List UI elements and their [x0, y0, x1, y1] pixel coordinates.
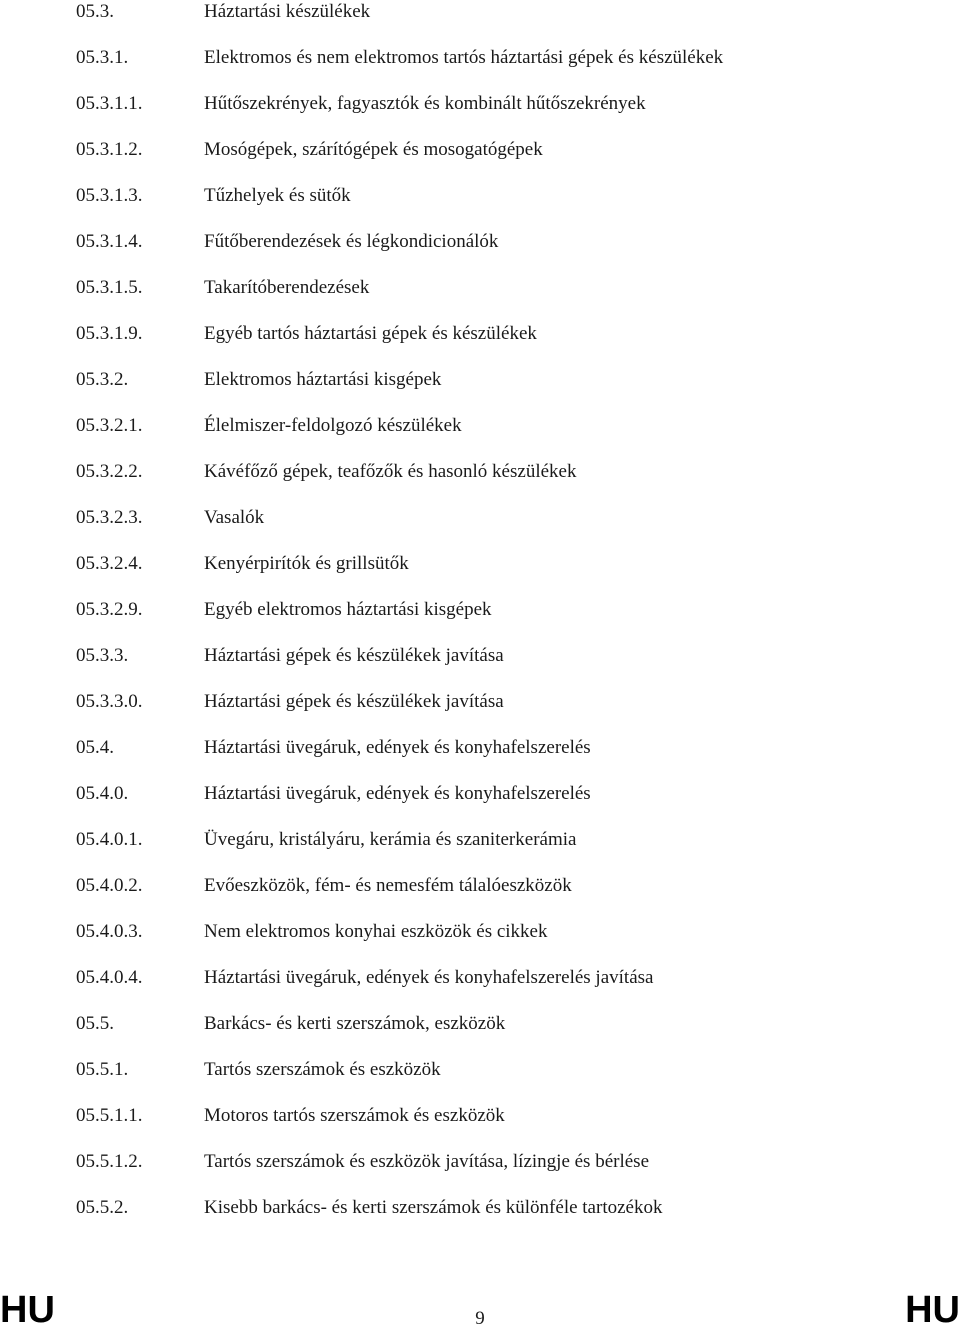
list-item [0, 595, 960, 625]
list-item [0, 457, 960, 487]
entry-label: Takarítóberendezések [204, 277, 370, 298]
entry-label: Nem elektromos konyhai eszközök és cikkek [204, 921, 548, 942]
entry-code: 05.3. [76, 1, 114, 22]
list-item [0, 135, 960, 165]
entry-label: Háztartási üvegáruk, edények és konyhafelszerelés javítása [204, 967, 654, 988]
entry-label: Háztartási üvegáruk, edények és konyhafelszerelés [204, 737, 591, 758]
entry-label: Motoros tartós szerszámok és eszközök [204, 1105, 505, 1126]
list-item [0, 411, 960, 441]
list-item [0, 917, 960, 947]
list-item [0, 549, 960, 579]
list-item [0, 687, 960, 717]
entry-code: 05.3.2.4. [76, 553, 143, 574]
list-item [0, 1055, 960, 1085]
entry-label: Vasalók [204, 507, 265, 528]
entry-label: Kisebb barkács- és kerti szerszámok és különféle tartozékok [204, 1197, 663, 1218]
list-item [0, 0, 960, 27]
entry-label: Barkács- és kerti szerszámok, eszközök [204, 1013, 506, 1034]
entry-code: 05.3.2.3. [76, 507, 143, 528]
footer-country-mark-right: HU [905, 1289, 960, 1331]
entry-code: 05.3.1.5. [76, 277, 143, 298]
entry-code: 05.3.3.0. [76, 691, 143, 712]
entry-label: Tartós szerszámok és eszközök javítása, lízingje és bérlése [204, 1151, 649, 1172]
entry-code: 05.5.2. [76, 1197, 129, 1218]
list-item [0, 273, 960, 303]
page-number: 9 [475, 1308, 485, 1329]
list-item [0, 503, 960, 533]
entry-code: 05.3.1.1. [76, 93, 143, 114]
entry-code: 05.4.0.3. [76, 921, 143, 942]
entry-code: 05.5.1.1. [76, 1105, 143, 1126]
entry-label: Élelmiszer-feldolgozó készülékek [204, 415, 462, 436]
entry-label: Evőeszközök, fém- és nemesfém tálalóeszközök [204, 875, 572, 896]
list-item [0, 641, 960, 671]
list-item [0, 319, 960, 349]
list-item [0, 227, 960, 257]
entry-label: Háztartási gépek és készülékek javítása [204, 645, 504, 666]
list-item [0, 181, 960, 211]
footer-country-mark-left: HU [0, 1289, 55, 1331]
entry-code: 05.3.3. [76, 645, 129, 666]
entry-label: Elektromos és nem elektromos tartós háztartási gépek és készülékek [204, 47, 724, 68]
entry-label: Háztartási készülékek [204, 1, 371, 22]
entry-code: 05.5.1. [76, 1059, 129, 1080]
list-item [0, 89, 960, 119]
entry-label: Kávéfőző gépek, teafőzők és hasonló készülékek [204, 461, 577, 482]
entry-code: 05.3.2. [76, 369, 129, 390]
list-item [0, 1009, 960, 1039]
entry-label: Hűtőszekrények, fagyasztók és kombinált hűtőszekrények [204, 93, 646, 114]
entry-label: Mosógépek, szárítógépek és mosogatógépek [204, 139, 543, 160]
list-item [0, 1147, 960, 1177]
list-item [0, 365, 960, 395]
entry-code: 05.3.1.4. [76, 231, 143, 252]
entry-label: Tűzhelyek és sütők [204, 185, 351, 206]
entry-label: Háztartási üvegáruk, edények és konyhafelszerelés [204, 783, 591, 804]
entry-code: 05.4.0.4. [76, 967, 143, 988]
entry-code: 05.3.2.2. [76, 461, 143, 482]
entry-label: Egyéb elektromos háztartási kisgépek [204, 599, 492, 620]
entry-code: 05.3.1.2. [76, 139, 143, 160]
entry-code: 05.3.1.9. [76, 323, 143, 344]
list-item [0, 43, 960, 73]
entry-label: Egyéb tartós háztartási gépek és készülékek [204, 323, 537, 344]
entry-code: 05.4.0.2. [76, 875, 143, 896]
list-item [0, 825, 960, 855]
list-item [0, 871, 960, 901]
entry-code: 05.5.1.2. [76, 1151, 143, 1172]
list-item [0, 963, 960, 993]
entry-label: Üvegáru, kristályáru, kerámia és szaniterkerámia [204, 829, 577, 850]
entry-code: 05.5. [76, 1013, 114, 1034]
entry-label: Háztartási gépek és készülékek javítása [204, 691, 504, 712]
entry-code: 05.3.1.3. [76, 185, 143, 206]
entry-code: 05.4.0.1. [76, 829, 143, 850]
entry-label: Kenyérpirítók és grillsütők [204, 553, 409, 574]
entry-code: 05.3.2.1. [76, 415, 143, 436]
entry-label: Tartós szerszámok és eszközök [204, 1059, 441, 1080]
entry-code: 05.4. [76, 737, 114, 758]
list-item [0, 733, 960, 763]
entry-code: 05.3.2.9. [76, 599, 143, 620]
entry-label: Fűtőberendezések és légkondicionálók [204, 231, 499, 252]
list-item [0, 1101, 960, 1131]
entry-label: Elektromos háztartási kisgépek [204, 369, 442, 390]
list-item [0, 779, 960, 809]
entry-code: 05.4.0. [76, 783, 129, 804]
entry-code: 05.3.1. [76, 47, 129, 68]
list-item [0, 1193, 960, 1223]
